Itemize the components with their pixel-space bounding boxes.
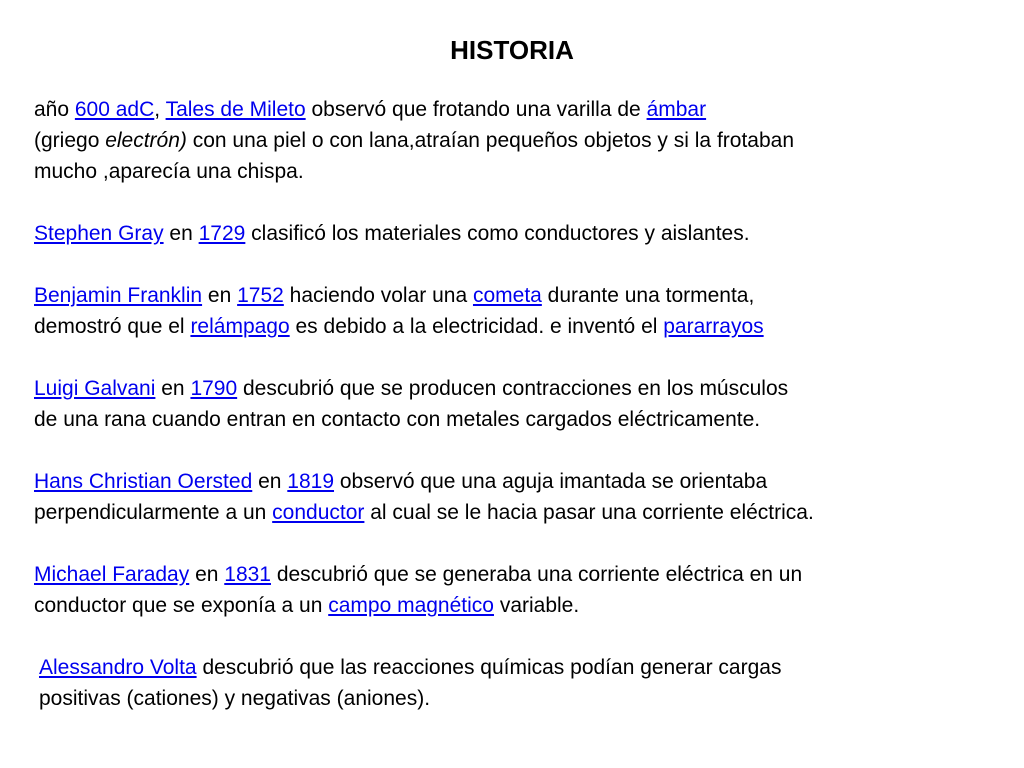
paragraph-line: de una rana cuando entran en contacto con metales cargados eléctricamente. — [34, 408, 761, 431]
text-segment: con una piel o con lana,atraían pequeños objetos y si la frotaban — [186, 129, 794, 152]
link-alessandro-volta[interactable]: Alessandro Volta — [39, 656, 197, 679]
paragraph-line: mucho ,aparecía una chispa. — [34, 160, 304, 183]
text-segment: en — [252, 470, 288, 493]
text-segment: en — [163, 222, 199, 245]
text-segment: descubrió que se generaba una corriente eléctrica en un — [270, 563, 803, 586]
text-segment: observó que una aguja imantada se orientaba — [334, 470, 768, 493]
link-year-1729[interactable]: 1729 — [198, 222, 246, 245]
paragraph-line — [39, 652, 1009, 683]
paragraph-line — [34, 311, 1009, 342]
paragraph-gray — [34, 218, 1009, 249]
page-title: HISTORIA — [450, 35, 574, 65]
paragraph-line — [34, 466, 1009, 497]
link-luigi-galvani[interactable]: Luigi Galvani — [34, 377, 156, 400]
link-conductor[interactable]: conductor — [272, 501, 365, 524]
link-campo-magnetico[interactable]: campo magnético — [328, 594, 494, 617]
link-pararrayos[interactable]: pararrayos — [663, 315, 764, 338]
history-content — [34, 94, 1009, 745]
text-segment: variable. — [493, 594, 580, 617]
text-segment: haciendo volar una — [283, 284, 473, 307]
link-year-1752[interactable]: 1752 — [237, 284, 284, 307]
text-segment: demostró que el — [34, 315, 191, 338]
link-benjamin-franklin[interactable]: Benjamin Franklin — [34, 284, 203, 307]
text-segment: descubrió que se producen contracciones en los músculos — [237, 377, 789, 400]
link-ambar[interactable]: ámbar — [646, 98, 707, 121]
text-segment: año — [34, 98, 75, 121]
link-hans-christian-oersted[interactable]: Hans Christian Oersted — [34, 470, 253, 493]
link-year-1790[interactable]: 1790 — [190, 377, 238, 400]
text-segment: en — [189, 563, 225, 586]
paragraph-faraday — [34, 559, 1009, 621]
link-michael-faraday[interactable]: Michael Faraday — [34, 563, 190, 586]
paragraph-line — [34, 125, 1009, 156]
paragraph-line — [34, 590, 1009, 621]
text-segment: durante una tormenta, — [541, 284, 755, 307]
text-segment: es debido a la electricidad. e inventó el — [289, 315, 664, 338]
paragraph-volta — [34, 652, 1009, 714]
paragraph-line — [34, 280, 1009, 311]
paragraph-line — [34, 218, 1009, 249]
link-relampago[interactable]: relámpago — [190, 315, 290, 338]
paragraph-line — [34, 94, 1009, 125]
link-cometa[interactable]: cometa — [472, 284, 542, 307]
text-segment: , — [154, 98, 166, 121]
paragraph-line — [34, 373, 1009, 404]
text-segment: (griego — [34, 129, 106, 152]
text-segment: descubrió que las reacciones químicas podían generar cargas — [196, 656, 782, 679]
paragraph-line: positivas (cationes) y negativas (aniones). — [39, 687, 431, 710]
paragraph-tales — [34, 94, 1009, 187]
link-year-600[interactable]: 600 adC — [74, 98, 155, 121]
text-segment: en — [202, 284, 238, 307]
link-year-1819[interactable]: 1819 — [287, 470, 335, 493]
paragraph-line — [34, 559, 1009, 590]
text-segment: al cual se le hacia pasar una corriente eléctrica. — [364, 501, 814, 524]
link-year-1831[interactable]: 1831 — [224, 563, 271, 586]
text-segment: en — [155, 377, 191, 400]
link-tales-de-mileto[interactable]: Tales de Mileto — [165, 98, 306, 121]
link-stephen-gray[interactable]: Stephen Gray — [34, 222, 164, 245]
text-segment: clasificó los materiales como conductores y aislantes. — [245, 222, 750, 245]
paragraph-line — [34, 497, 1009, 528]
text-segment: perpendicularmente a un — [34, 501, 273, 524]
text-segment: conductor que se exponía a un — [34, 594, 329, 617]
italic-term: electrón) — [105, 129, 187, 152]
paragraph-galvani — [34, 373, 1009, 435]
paragraph-franklin — [34, 280, 1009, 342]
paragraph-oersted — [34, 466, 1009, 528]
text-segment: observó que frotando una varilla de — [305, 98, 647, 121]
